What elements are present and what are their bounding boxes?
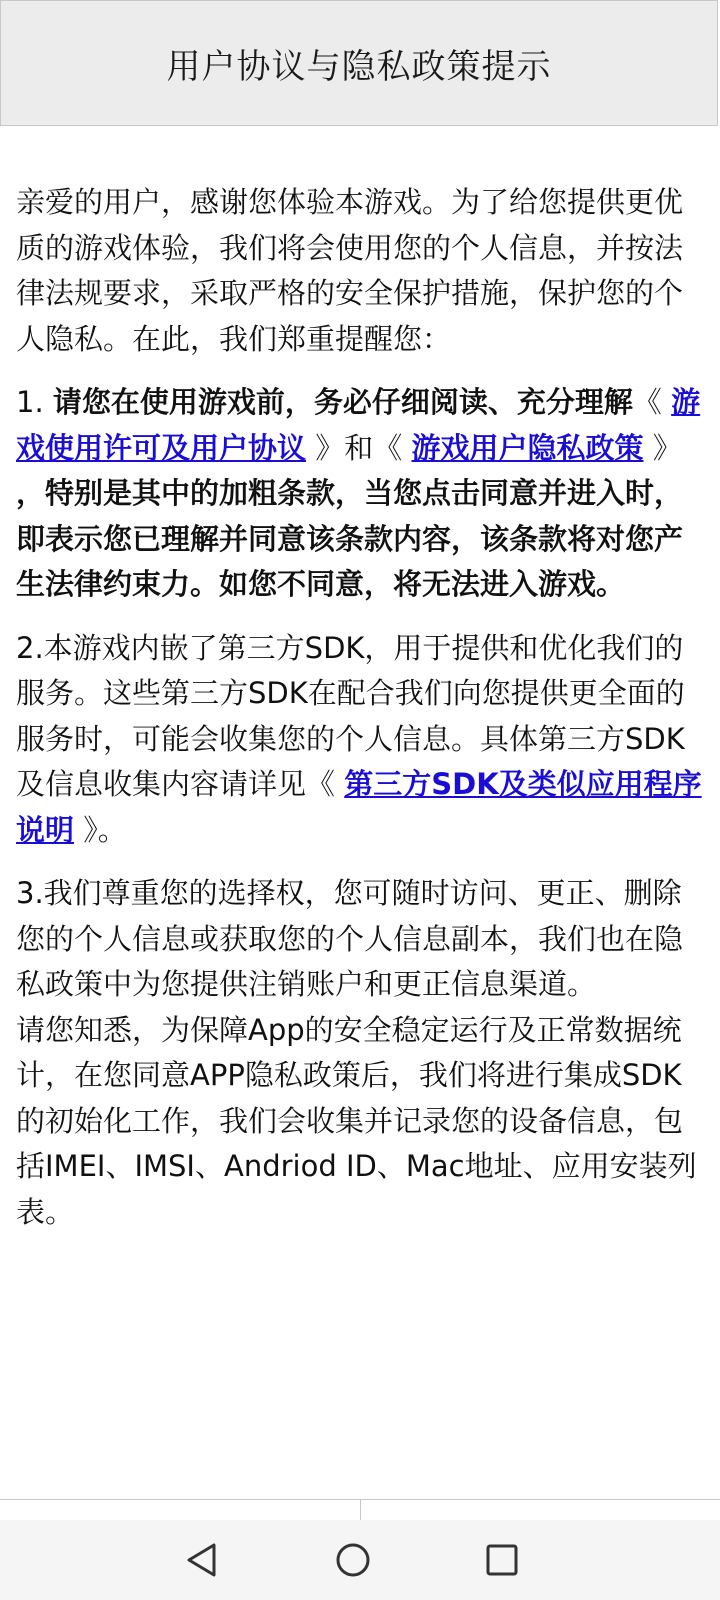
section-1-number: 1. (16, 385, 53, 419)
quote-open-2: 《 (373, 430, 412, 465)
home-circle-icon[interactable] (333, 1540, 373, 1580)
section-1-bold-lead: 请您在使用游戏前，务必仔细阅读、充分理解 (52, 385, 633, 419)
license-agreement-link[interactable]: 游戏使用许可及用户协议 (16, 385, 701, 465)
sdk-notice-paragraph: 请您知悉，为保障App的安全稳定运行及正常数据统计，在您同意APP隐私政策后，我们将进行集成SDK的初始化工作，我们会收集并记录您的设备信息，包括IMEI、IMSI、Andriod ID、Mac地址、应用安装列表。 (16, 1012, 697, 1229)
quote-close-3: 》。 (74, 812, 127, 847)
intro-paragraph: 亲爱的用户，感谢您体验本游戏。为了给您提供更优质的游戏体验，我们将会使用您的个人信息，并按法律法规要求，采取严格的安全保护措施，保护您的个人隐私。在此，我们郑重提醒您： (16, 185, 684, 356)
section-1-paragraph (16, 380, 706, 608)
agree-button[interactable] (361, 1500, 720, 1521)
dialog-header (0, 0, 718, 126)
section-3-paragraph: 3.我们尊重您的选择权，您可随时访问、更正、删除您的个人信息或获取您的个人信息副本，我们也在隐私政策中为您提供注销账户和更正信息渠道。 (16, 876, 684, 1001)
quote-close-2: 》 (643, 430, 682, 465)
and-text: 和 (344, 430, 374, 465)
privacy-policy-link[interactable]: 游戏用户隐私政策 (411, 430, 644, 465)
system-navigation-bar (0, 1520, 720, 1600)
quote-close-1: 》 (306, 430, 345, 465)
section-1-bold-tail: ，特别是其中的加粗条款，当您点击同意并进入时，即表示您已理解并同意该条款内容，该条款将对您产生法律约束力。如您不同意，将无法进入游戏。 (16, 476, 684, 601)
quote-open-3: 《 (306, 767, 345, 801)
third-party-sdk-link[interactable]: 第三方SDK及类似应用程序说明 (16, 767, 702, 847)
dialog-content[interactable] (16, 180, 706, 1253)
recents-square-icon[interactable] (482, 1540, 522, 1580)
section-2-text: 2.本游戏内嵌了第三方SDK，用于提供和优化我们的服务。这些第三方SDK在配合我们向您提供更全面的服务时，可能会收集您的个人信息。具体第三方SDK及信息收集内容请详见 (16, 630, 685, 801)
section-2-paragraph (16, 626, 706, 854)
dialog-title: 用户协议与隐私政策提示 (166, 46, 552, 87)
disagree-button[interactable] (0, 1500, 361, 1521)
quote-open-1: 《 (632, 385, 672, 419)
back-triangle-icon[interactable] (182, 1540, 222, 1580)
dialog-button-bar (0, 1499, 720, 1521)
